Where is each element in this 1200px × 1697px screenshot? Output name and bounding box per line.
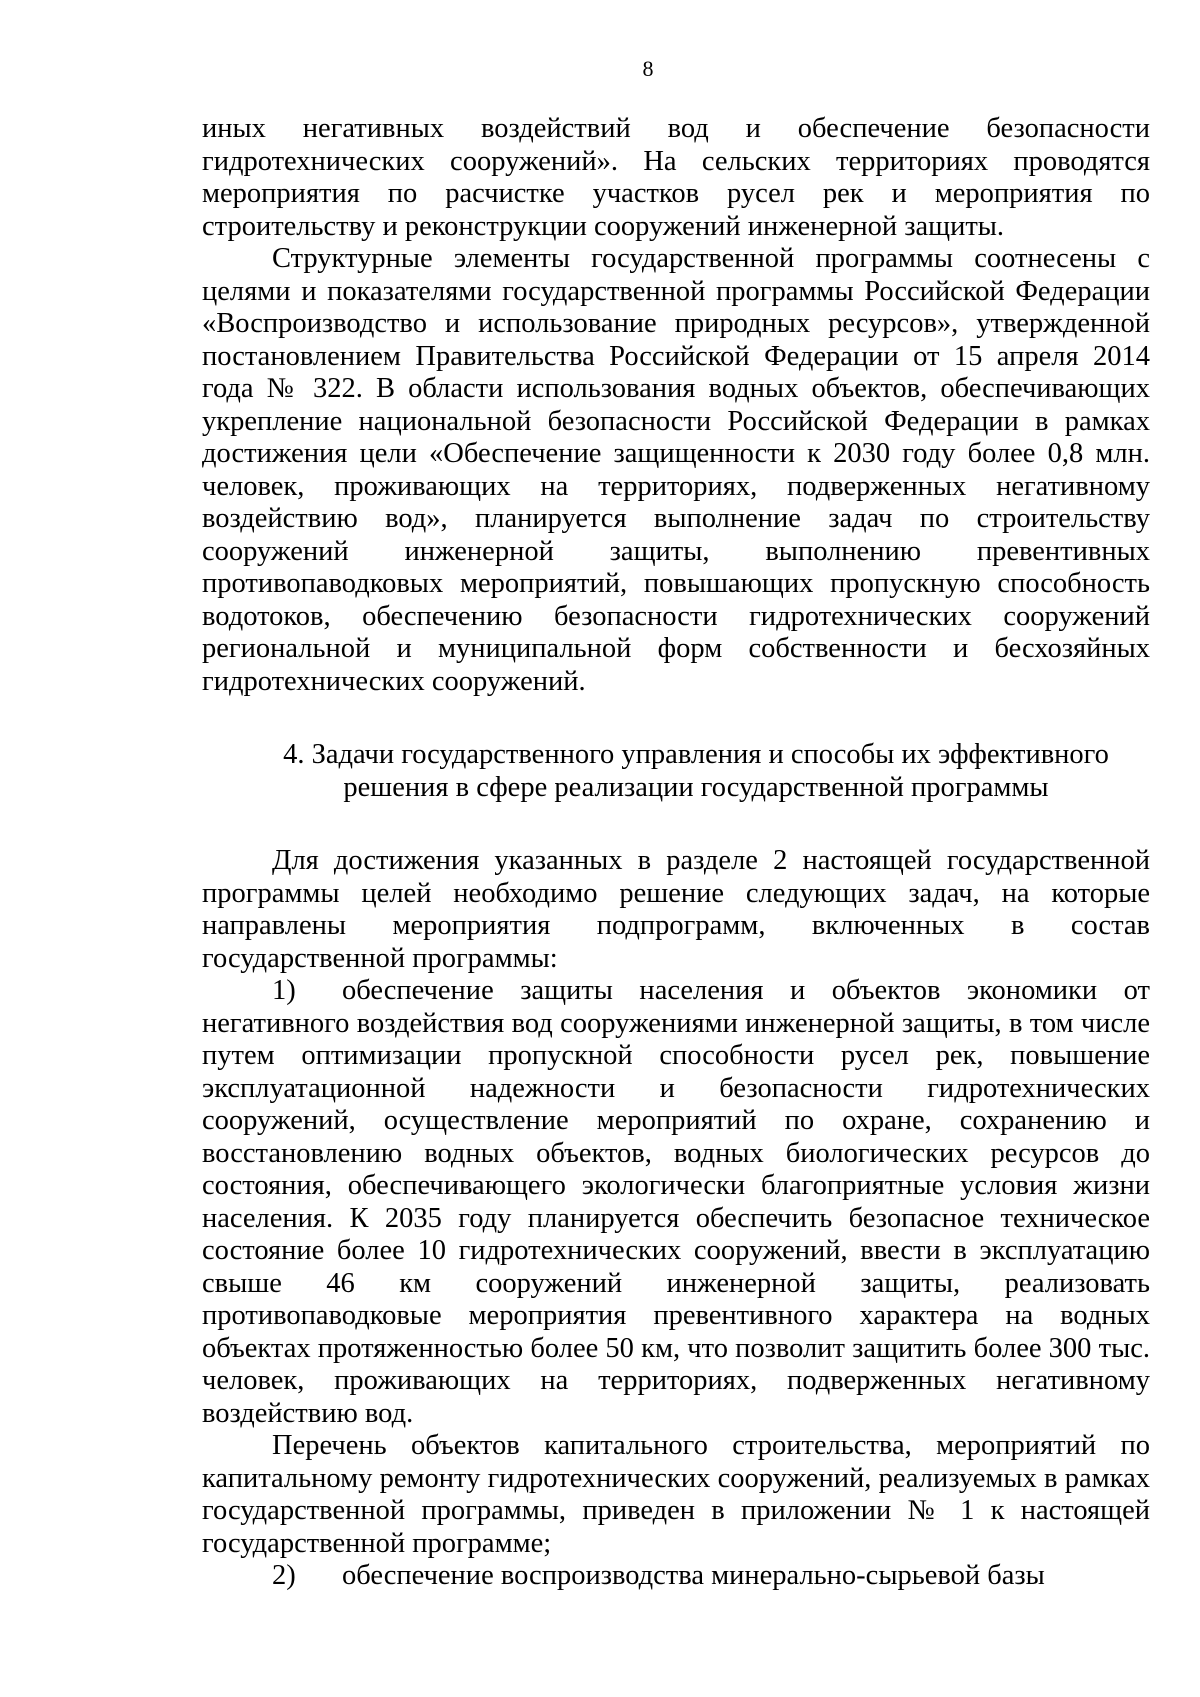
paragraph-continuation: иных негативных воздействий вод и обеспечение безопасности гидротехнических сооружений». На сельских территориях проводятся мероприятия по расчистке участков русел рек и мероприятия по строительству и реконструкции сооружений инженерной защиты.: [202, 113, 1150, 242]
paragraph-capital-construction-list: Перечень объектов капитального строительства, мероприятий по капитальному ремонту гидротехнических сооружений, реализуемых в рамках государственной программы, приведен в приложении № 1 к настоящей государственной программе;: [202, 1430, 1150, 1559]
list-item-1-number: 1): [272, 975, 296, 1006]
section-heading: [202, 739, 1150, 804]
document-body: [202, 113, 1150, 1593]
section-heading-line-2: решения в сфере реализации государственной программы: [343, 771, 1049, 803]
paragraph-intro: Для достижения указанных в разделе 2 настоящей государственной программы целей необходимо решение следующих задач, на которые направлены мероприятия подпрограмм, включенных в состав государственной программы:: [202, 845, 1150, 974]
list-item-2: [202, 1560, 1150, 1593]
list-item-2-text: обеспечение воспроизводства минерально-сырьевой базы: [342, 1560, 1045, 1591]
paragraph-structural-elements: Структурные элементы государственной программы соотнесены с целями и показателями государственной программы Российской Федерации «Воспроизводство и использование природных ресурсов», утвержденной постановлением Правительства Российской Федерации от 15 апреля 2014 года № 322. В области использования водных объектов, обеспечивающих укрепление национальной безопасности Российской Федерации в рамках достижения цели «Обеспечение защищенности к 2030 году более 0,8 млн. человек, проживающих на территориях, подверженных негативному воздействию вод», планируется выполнение задач по строительству сооружений инженерной защиты, выполнению превентивных противопаводковых мероприятий, повышающих пропускную способность водотоков, обеспечению безопасности гидротехнических сооружений региональной и муниципальной форм собственности и бесхозяйных гидротехнических сооружений.: [202, 243, 1150, 697]
list-item-1: [202, 975, 1150, 1430]
list-item-1-text: обеспечение защиты населения и объектов экономики от негативного воздействия вод сооружениями инженерной защиты, в том числе путем оптимизации пропускной способности русел рек, повышение эксплуатационной надежности и безопасности гидротехнических сооружений, осуществление мероприятий по охране, сохранению и восстановлению водных объектов, водных биологических ресурсов до состояния, обеспечивающего экологически благоприятные условия жизни населения. К 2035 году планируется обеспечить безопасное техническое состояние более 10 гидротехнических сооружений, ввести в эксплуатацию свыше 46 км сооружений инженерной защиты, реализовать противопаводковые мероприятия превентивного характера на водных объектах протяженностью более 50 км, что позволит защитить более 300 тыс. человек, проживающих на территориях, подверженных негативному воздействию вод.: [202, 975, 1150, 1429]
page-number: 8: [642, 56, 654, 81]
list-item-2-number: 2): [272, 1560, 296, 1591]
section-heading-line-1: 4. Задачи государственного управления и способы их эффективного: [283, 739, 1109, 770]
